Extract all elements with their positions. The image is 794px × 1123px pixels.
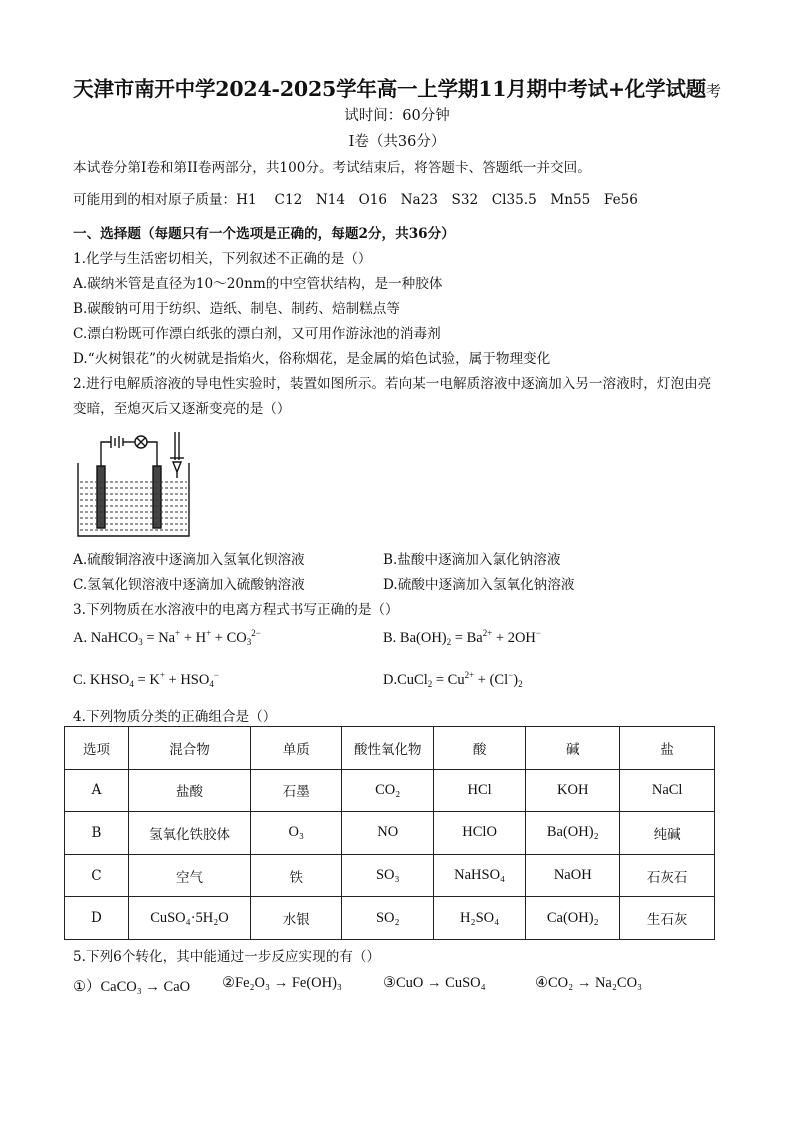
cell-base: NaOH — [526, 854, 620, 897]
volume-heading: I卷（共36分） — [348, 134, 446, 150]
header-cell: 混合物 — [128, 727, 250, 770]
cell-mixture: 空气 — [128, 854, 250, 897]
cell-option: D — [65, 897, 129, 940]
header-cell: 酸 — [434, 727, 526, 770]
q2-option-b: B.盐酸中逐滴加入氯化钠溶液 — [383, 552, 561, 568]
q1-option-a: A.碳纳米管是直径为10～20nm的中空管状结构，是一种胶体 — [73, 276, 443, 292]
cell-mixture: CuSO₄·5H₂O — [128, 897, 250, 940]
q5-item-1: ①）CaCO₃ → CaO — [73, 979, 191, 995]
cell-acid-oxide: CO₂ — [342, 769, 434, 812]
atomic-mass-line: 可能用到的相对原子质量：H1 C12 N14 O16 Na23 S32 Cl35.5 Mn55 Fe56 — [73, 192, 638, 208]
q2-option-c: C.氢氧化钡溶液中逐滴加入硫酸钠溶液 — [73, 577, 305, 593]
cell-base: KOH — [526, 769, 620, 812]
cell-acid-oxide: NO — [342, 812, 434, 855]
intro-line-1: 本试卷分第I卷和第II卷两部分，共100分。考试结束后，将答题卡、答题纸一并交回。 — [73, 160, 591, 176]
q2-option-a: A.硫酸铜溶液中逐滴加入氢氧化钡溶液 — [73, 552, 305, 568]
q5-stem: 5.下列6个转化，其中能通过一步反应实现的有（） — [73, 949, 381, 965]
cell-element: 铁 — [251, 854, 342, 897]
q5-item-4: ④CO₂ → Na₂CO₃ — [535, 975, 643, 991]
q2-stem-line-2: 变暗，至熄灭后又逐渐变亮的是（） — [73, 401, 291, 417]
q3-option-c: C. $KHSO_4 = K^+ + HSO_4^-$ — [73, 670, 219, 689]
header-cell: 选项 — [65, 727, 129, 770]
exam-time: 试时间：60分钟 — [344, 108, 450, 124]
q3-option-b: B. $Ba(OH)_2 = Ba^{2+} + 2OH^-$ — [383, 628, 541, 647]
header-cell: 盐 — [620, 727, 715, 770]
classification-table — [64, 726, 715, 940]
header-cell: 单质 — [251, 727, 342, 770]
cell-acid-oxide: SO₃ — [342, 854, 434, 897]
title-tail: 考 — [706, 82, 721, 100]
header-cell: 碱 — [526, 727, 620, 770]
q2-option-d: D.硫酸中逐滴加入氢氧化钠溶液 — [383, 577, 575, 593]
table-header-row — [65, 727, 715, 770]
cell-acid: H₂SO₄ — [434, 897, 526, 940]
section-heading: 一、选择题（每题只有一个选项是正确的，每题2分，共36分） — [73, 226, 455, 242]
q5-item-3: ③CuO → CuSO₄ — [383, 975, 486, 991]
cell-acid: HCl — [434, 769, 526, 812]
q1-option-c: C.漂白粉既可作漂白纸张的漂白剂，又可用作游泳池的消毒剂 — [73, 326, 441, 342]
q3-stem: 3.下列物质在水溶液中的电离方程式书写正确的是（） — [73, 602, 399, 618]
q1-option-d: D.“火树银花”的火树就是指焰火，俗称烟花，是金属的焰色试验，属于物理变化 — [73, 351, 551, 367]
q1-option-b: B.碳酸钠可用于纺织、造纸、制皂、制药、焙制糕点等 — [73, 301, 400, 317]
cell-element: 水银 — [251, 897, 342, 940]
table-row — [65, 812, 715, 855]
cell-salt: 纯碱 — [620, 812, 715, 855]
cell-base: Ca(OH)₂ — [526, 897, 620, 940]
header-cell: 酸性氧化物 — [342, 727, 434, 770]
cell-salt: 石灰石 — [620, 854, 715, 897]
q1-stem: 1.化学与生活密切相关，下列叙述不正确的是（） — [73, 251, 372, 267]
q4-stem: 4.下列物质分类的正确组合是（） — [73, 709, 277, 725]
q2-stem-line-1: 2.进行电解质溶液的导电性实验时，装置如图所示。若向某一电解质溶液中逐滴加入另一溶液时，灯泡由亮 — [73, 376, 712, 392]
q5-item-2: ②Fe₂O₃ → Fe(OH)₃ — [222, 975, 342, 991]
cell-element: O₃ — [251, 812, 342, 855]
cell-base: Ba(OH)₂ — [526, 812, 620, 855]
cell-option: A — [65, 769, 129, 812]
cell-acid: NaHSO₄ — [434, 854, 526, 897]
cell-acid: HClO — [434, 812, 526, 855]
cell-acid-oxide: SO₂ — [342, 897, 434, 940]
cell-option: C — [65, 854, 129, 897]
exam-title: 天津市南开中学2024-2025学年高一上学期11月期中考试+化学试题考 — [73, 77, 721, 101]
table-row — [65, 854, 715, 897]
cell-option: B — [65, 812, 129, 855]
q3-option-a: A. NaHCO$_3$ = $Na^+ + H^+ + CO_3^{2-}$ — [73, 628, 261, 647]
q3-option-d: D.CuCl$_2$ = $Cu^{2+} + (Cl^-)_2$ — [383, 670, 523, 689]
table-row — [65, 897, 715, 940]
cell-element: 石墨 — [251, 769, 342, 812]
table-row — [65, 769, 715, 812]
cell-salt: 生石灰 — [620, 897, 715, 940]
conductivity-apparatus-figure — [73, 428, 195, 541]
cell-mixture: 盐酸 — [128, 769, 250, 812]
cell-mixture: 氢氧化铁胶体 — [128, 812, 250, 855]
cell-salt: NaCl — [620, 769, 715, 812]
